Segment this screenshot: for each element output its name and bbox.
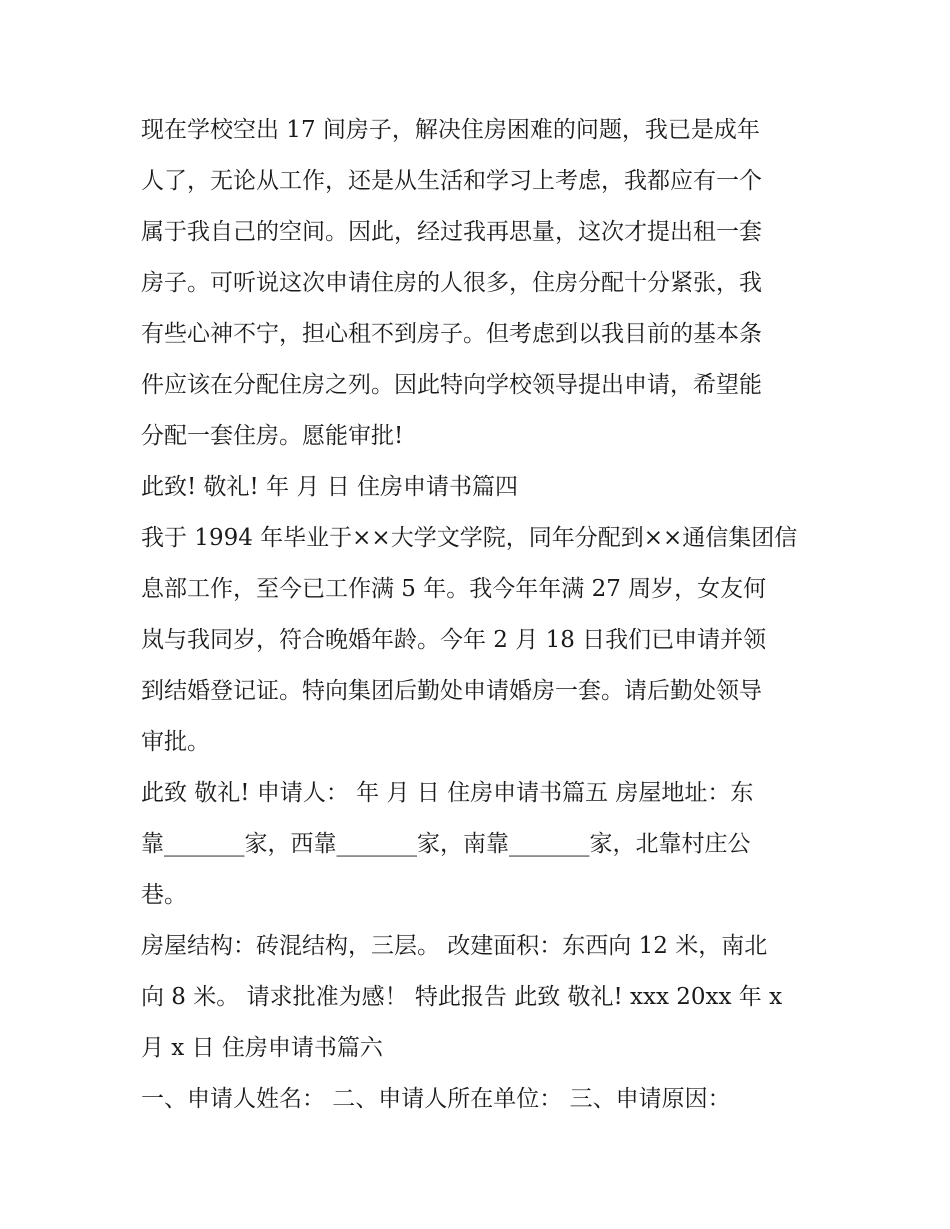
text-line: 有些心神不宁，担心租不到房子。但考虑到以我目前的基本条 — [141, 321, 762, 347]
text-line: 件应该在分配住房之列。因此特向学校领导提出申请，希望能 — [141, 372, 762, 398]
text-line: 到结婚登记证。特向集团后勤处申请婚房一套。请后勤处领导 — [141, 678, 762, 704]
text-line: 向 8 米。 请求批准为感！ 特此报告 此致 敬礼! xxx 20xx 年 x — [141, 984, 783, 1010]
text-line: 人了，无论从工作，还是从生活和学习上考虑，我都应有一个 — [141, 168, 762, 194]
text-line: 现在学校空出 17 间房子，解决住房困难的问题，我已是成年 — [141, 117, 760, 143]
section-heading-line: 此致! 敬礼! 年 月 日 住房申请书篇四 — [141, 474, 519, 500]
text-line: 分配一套住房。愿能审批! — [141, 423, 404, 449]
text-line: 岚与我同岁，符合晚婚年龄。今年 2 月 18 日我们已申请并领 — [141, 627, 767, 653]
section-heading-line: 此致 敬礼! 申请人： 年 月 日 住房申请书篇五 房屋地址：东 — [141, 780, 754, 806]
text-line: 巷。 — [141, 882, 187, 908]
section-heading-line: 月 x 日 住房申请书篇六 — [141, 1035, 383, 1061]
document-body — [141, 105, 821, 1125]
text-line: 靠_______家，西靠_______家，南靠_______家，北靠村庄公 — [141, 831, 751, 857]
text-line: 房子。可听说这次申请住房的人很多，住房分配十分紧张，我 — [141, 270, 762, 296]
text-line: 房屋结构：砖混结构，三层。 改建面积：东西向 12 米，南北 — [141, 933, 768, 959]
text-line: 一、申请人姓名： 二、申请人所在单位： 三、申请原因： — [141, 1086, 731, 1112]
text-line: 息部工作，至今已工作满 5 年。我今年年满 27 周岁，女友何 — [141, 576, 767, 602]
text-line: 审批。 — [141, 729, 210, 755]
text-line: 属于我自己的空间。因此，经过我再思量，这次才提出租一套 — [141, 219, 762, 245]
text-line: 我于 1994 年毕业于××大学文学院，同年分配到××通信集团信 — [141, 525, 798, 551]
